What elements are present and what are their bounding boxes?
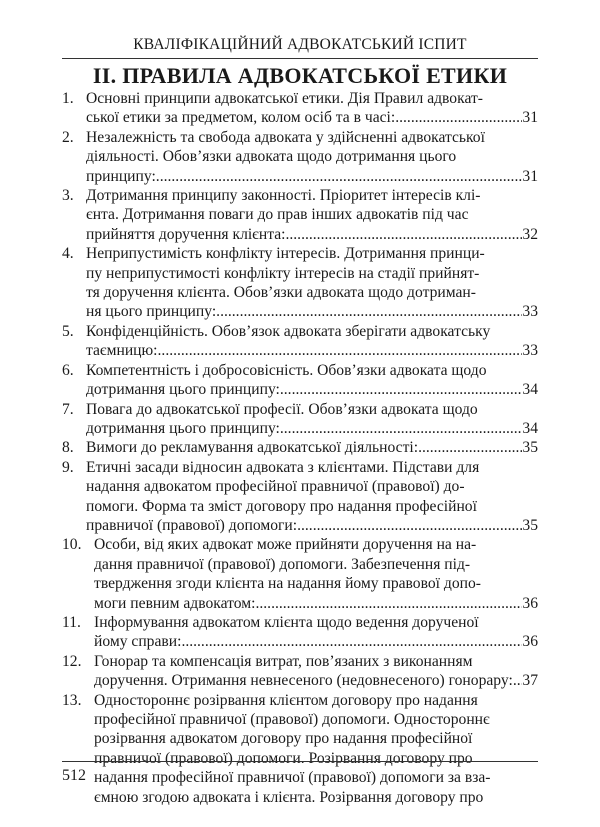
toc-entry[interactable] bbox=[62, 438, 538, 457]
toc-entry[interactable] bbox=[62, 89, 538, 128]
toc-entry[interactable] bbox=[62, 322, 538, 361]
toc-entry-number: 12. bbox=[62, 652, 82, 670]
toc-page-number: 37 bbox=[522, 672, 538, 690]
toc-page-number: 35 bbox=[522, 516, 538, 534]
toc-entry-text: дання правничої (правової) допомоги. Забезпечення під- bbox=[94, 555, 471, 573]
dot-leader bbox=[297, 516, 522, 535]
dot-leader bbox=[181, 632, 522, 651]
toc-entry[interactable] bbox=[62, 128, 538, 186]
toc-entry-text: правничої (правової) допомоги: bbox=[86, 516, 298, 534]
table-of-contents bbox=[62, 89, 538, 807]
toc-entry[interactable] bbox=[62, 458, 538, 536]
dot-leader bbox=[280, 380, 523, 399]
toc-entry-last-line bbox=[86, 302, 538, 321]
toc-entry[interactable] bbox=[62, 613, 538, 652]
section-title: ІІ. ПРАВИЛА АДВОКАТСЬКОЇ ЕТИКИ bbox=[92, 63, 508, 88]
toc-entry-text: єнта. Дотримання поваги до прав інших адвокатів під час bbox=[86, 206, 469, 224]
toc-entry-number: 3. bbox=[62, 187, 74, 205]
toc-entry-text: ня цього принципу: bbox=[86, 303, 217, 321]
toc-entry-text: ємною згодою адвоката і клієнта. Розірвання договору про bbox=[94, 788, 484, 806]
toc-page-number: 32 bbox=[522, 225, 538, 243]
toc-entry-text: правничої (правової) допомоги. Розірвання договору про bbox=[94, 749, 473, 767]
toc-entry-text: надання професійної правничої (правової) допомоги за вза- bbox=[94, 769, 491, 787]
toc-entry-text: твердження згоди клієнта на надання йому правової допо- bbox=[94, 575, 481, 593]
toc-entry-text: моги певним адвокатом: bbox=[94, 594, 256, 612]
toc-entry-text: принципу: bbox=[86, 167, 156, 185]
toc-entry-text: Вимоги до рекламування адвокатської діяльності: bbox=[86, 439, 419, 457]
toc-page-number: 31 bbox=[522, 167, 538, 185]
toc-entry-last-line bbox=[86, 108, 538, 127]
toc-page-number: 35 bbox=[522, 439, 538, 457]
toc-entry-text: Основні принципи адвокатської етики. Дія Правил адвокат- bbox=[86, 90, 483, 107]
toc-page-number: 33 bbox=[522, 342, 538, 360]
toc-entry-last-line bbox=[94, 632, 538, 651]
toc-entry-number: 2. bbox=[62, 128, 74, 146]
dot-leader bbox=[285, 225, 522, 244]
toc-entry-text: надання адвокатом професійної правничої (правової) до- bbox=[86, 478, 465, 496]
running-header: КВАЛІФІКАЦІЙНИЙ АДВОКАТСЬКИЙ ІСПИТ bbox=[133, 36, 467, 53]
toc-entry-text: помоги. Форма та зміст договору про надання професійної bbox=[86, 497, 477, 515]
toc-entry-text: прийняття доручення клієнта: bbox=[86, 225, 286, 243]
dot-leader bbox=[418, 438, 522, 457]
toc-entry-text: дотримання цього принципу: bbox=[86, 381, 280, 399]
toc-entry-last-line bbox=[94, 594, 538, 613]
toc-entry-last-line bbox=[94, 671, 538, 690]
toc-entry-number: 7. bbox=[62, 400, 74, 418]
toc-entry-number: 6. bbox=[62, 361, 74, 379]
toc-page-number: 34 bbox=[522, 419, 538, 437]
toc-entry[interactable] bbox=[62, 361, 538, 400]
toc-page-number: 34 bbox=[522, 381, 538, 399]
toc-entry-text: ської етики за предметом, колом осіб та в часі: bbox=[86, 109, 396, 127]
toc-entry-number: 4. bbox=[62, 245, 74, 263]
toc-entry-last-line bbox=[86, 380, 538, 399]
toc-page-number: 31 bbox=[522, 109, 538, 127]
toc-entry-number: 5. bbox=[62, 322, 74, 340]
toc-page-number: 36 bbox=[522, 633, 538, 651]
toc-entry-text: діяльності. Обов’язки адвоката щодо дотримання цього bbox=[86, 148, 457, 166]
toc-entry-last-line bbox=[86, 225, 538, 244]
toc-entry-text: таємницю: bbox=[86, 342, 158, 360]
toc-entry-text: дотримання цього принципу: bbox=[86, 419, 280, 437]
toc-entry[interactable] bbox=[62, 400, 538, 439]
dot-leader bbox=[395, 108, 522, 127]
toc-entry-last-line bbox=[86, 516, 538, 535]
toc-entry-number: 8. bbox=[62, 439, 74, 457]
dot-leader bbox=[513, 671, 523, 690]
toc-entry-text: пу неприпустимості конфлікту інтересів на стадії прийнят- bbox=[86, 264, 480, 282]
toc-entry-text: Гонорар та компенсація витрат, пов’язаних з виконанням bbox=[94, 652, 473, 670]
toc-entry-last-line bbox=[86, 341, 538, 360]
toc-entry-text: Неприпустимість конфлікту інтересів. Дотримання принци- bbox=[86, 245, 485, 263]
toc-entry-text: професійної правничої (правової) допомоги. Одностороннє bbox=[94, 711, 490, 728]
toc-entry-last-line bbox=[86, 419, 538, 438]
toc-entry-text: Компетентність і добросовісність. Обов’язки адвоката щодо bbox=[86, 361, 487, 379]
header-rule bbox=[62, 58, 538, 59]
toc-entry-text: Повага до адвокатської професії. Обов’язки адвоката щодо bbox=[86, 400, 478, 418]
toc-entry-text: розірвання адвокатом договору про надання професійної bbox=[94, 730, 473, 748]
toc-entry-number: 1. bbox=[62, 90, 74, 107]
toc-entry-last-line bbox=[86, 438, 538, 457]
toc-entry-text: Незалежність та свобода адвоката у здійсненні адвокатської bbox=[86, 128, 485, 146]
toc-entry-text: Етичні засади відносин адвоката з клієнтами. Підстави для bbox=[86, 458, 480, 476]
toc-entry-text: йому справи: bbox=[94, 633, 182, 651]
toc-entry[interactable] bbox=[62, 691, 538, 807]
dot-leader bbox=[156, 167, 523, 186]
toc-entry-text: тя доручення клієнта. Обов’язки адвоката щодо дотриман- bbox=[86, 284, 476, 302]
toc-entry-text: Одностороннє розірвання клієнтом договору про надання bbox=[94, 691, 478, 709]
toc-entry-text: Дотримання принципу законності. Пріоритет інтересів клі- bbox=[86, 187, 481, 205]
page-number: 512 bbox=[62, 767, 86, 784]
toc-entry[interactable] bbox=[62, 535, 538, 613]
dot-leader bbox=[280, 419, 523, 438]
toc-page-number: 33 bbox=[522, 303, 538, 321]
toc-entry[interactable] bbox=[62, 652, 538, 691]
toc-entry-text: Особи, від яких адвокат може прийняти доручення на на- bbox=[94, 536, 477, 554]
toc-entry-text: Конфіденційність. Обов’язок адвоката зберігати адвокатську bbox=[86, 322, 491, 340]
toc-entry-number: 11. bbox=[62, 613, 81, 631]
dot-leader bbox=[255, 594, 522, 613]
toc-entry-number: 9. bbox=[62, 458, 74, 476]
toc-page-number: 36 bbox=[522, 594, 538, 612]
footer-rule bbox=[62, 761, 538, 762]
toc-entry[interactable] bbox=[62, 244, 538, 322]
toc-entry-number: 10. bbox=[62, 536, 82, 554]
toc-entry-text: доручення. Отримання невнесеного (недовнесеного) гонорару: bbox=[94, 672, 513, 690]
toc-entry-number: 13. bbox=[62, 691, 82, 709]
toc-entry-text: Інформування адвокатом клієнта щодо ведення дорученої bbox=[94, 613, 479, 631]
toc-entry-last-line bbox=[86, 167, 538, 186]
dot-leader bbox=[216, 302, 522, 321]
dot-leader bbox=[158, 341, 523, 360]
toc-entry[interactable] bbox=[62, 186, 538, 244]
